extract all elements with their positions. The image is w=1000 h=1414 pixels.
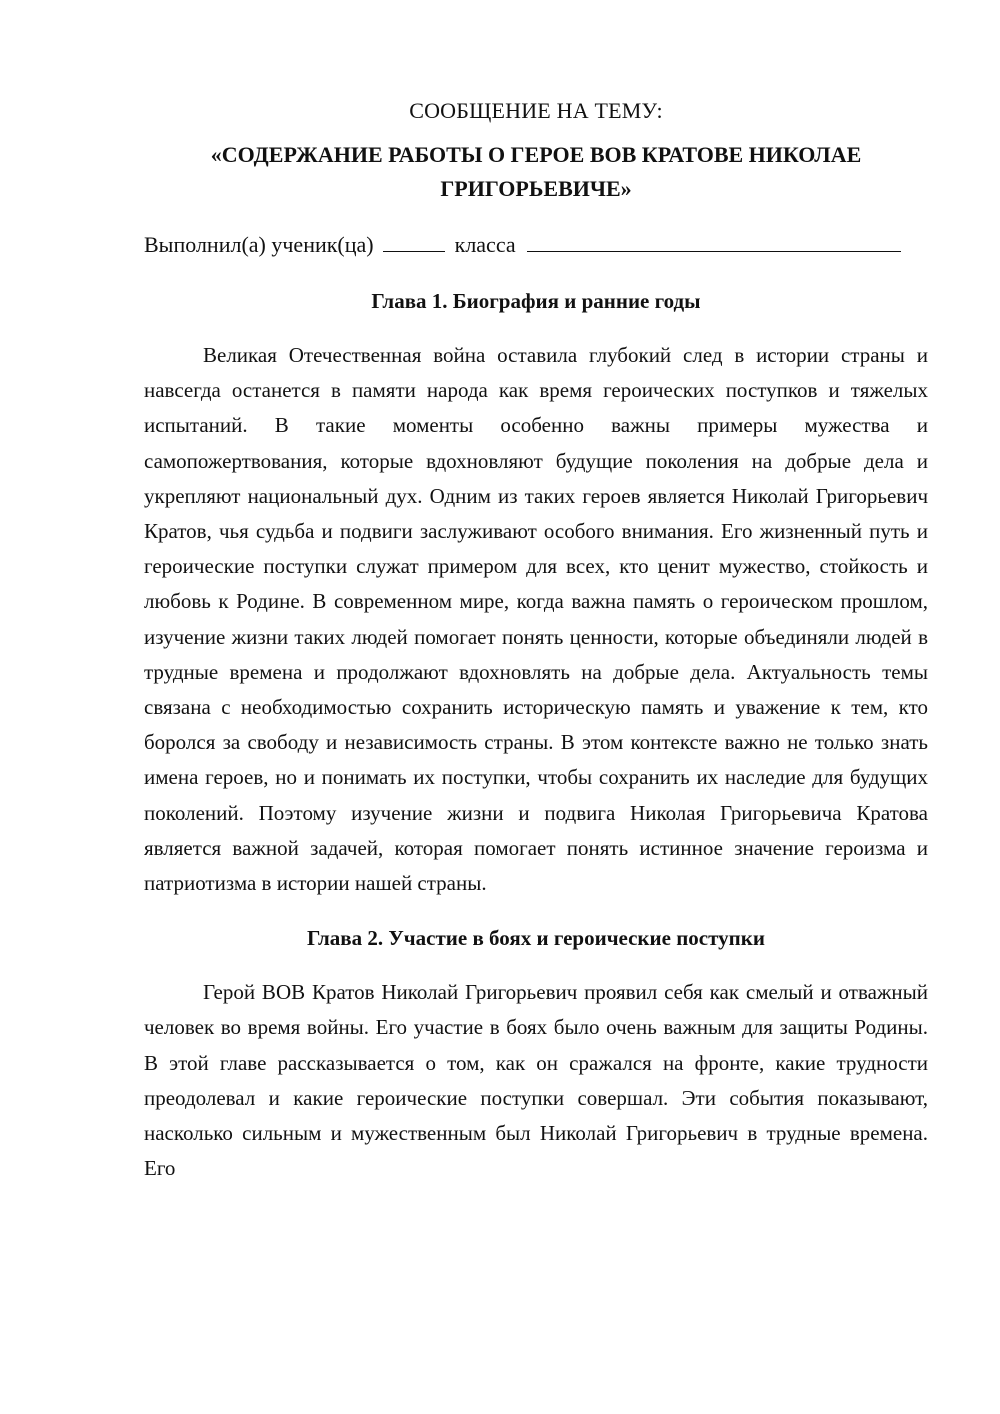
chapter-1-title: Глава 1. Биография и ранние годы — [371, 289, 701, 313]
class-number-blank — [383, 233, 445, 252]
chapter-2-paragraph: Герой ВОВ Кратов Николай Григорьевич проявил себя как смелый и отважный человек во время войны. Его участие в боях было очень важным для защиты Родины. В этой главе рассказывается о том, как он сражался на фронте, какие трудности преодолевал и какие героические поступки совершал. Эти события показывают, насколько сильным и мужественным был Николай Григорьевич в трудные времена. Его — [144, 980, 928, 1181]
document-content — [144, 96, 928, 1186]
chapter-1-paragraph: Великая Отечественная война оставила глубокий след в истории страны и навсегда останется в памяти народа как время героических поступков и тяжелых испытаний. В такие моменты особенно важны примеры мужества и самопожертвования, которые вдохновляют будущие поколения на добрые дела и укрепляют национальный дух. Одним из таких героев является Николай Григорьевич Кратов, чья судьба и подвиги заслуживают особого внимания. Его жизненный путь и героические поступки служат примером для всех, кто ценит мужество, стойкость и любовь к Родине. В современном мире, когда важна память о героическом прошлом, изучение жизни таких людей помогает понять ценности, которые объединяли людей в трудные времена и продолжают вдохновлять на добрые дела. Актуальность темы связана с необходимостью сохранить историческую память и уважение к тем, кто боролся за свободу и независимость страны. В этом контексте важно не только знать имена героев, но и понимать их поступки, чтобы сохранить их наследие для будущих поколений. Поэтому изучение жизни и подвига Николая Григорьевича Кратова является важной задачей, которая помогает понять истинное значение героизма и патриотизма в истории нашей страны. — [144, 343, 928, 896]
report-heading: СООБЩЕНИЕ НА ТЕМУ: — [409, 98, 663, 123]
student-label: Выполнил(а) ученик(ца) — [144, 232, 374, 257]
student-info-line — [144, 230, 928, 260]
report-title: «СОДЕРЖАНИЕ РАБОТЫ О ГЕРОЕ ВОВ КРАТОВЕ НИКОЛАЕ ГРИГОРЬЕВИЧЕ» — [210, 142, 862, 201]
student-name-blank — [527, 233, 901, 252]
class-label: класса — [454, 232, 516, 257]
chapter-2-title: Глава 2. Участие в боях и героические поступки — [307, 926, 765, 951]
